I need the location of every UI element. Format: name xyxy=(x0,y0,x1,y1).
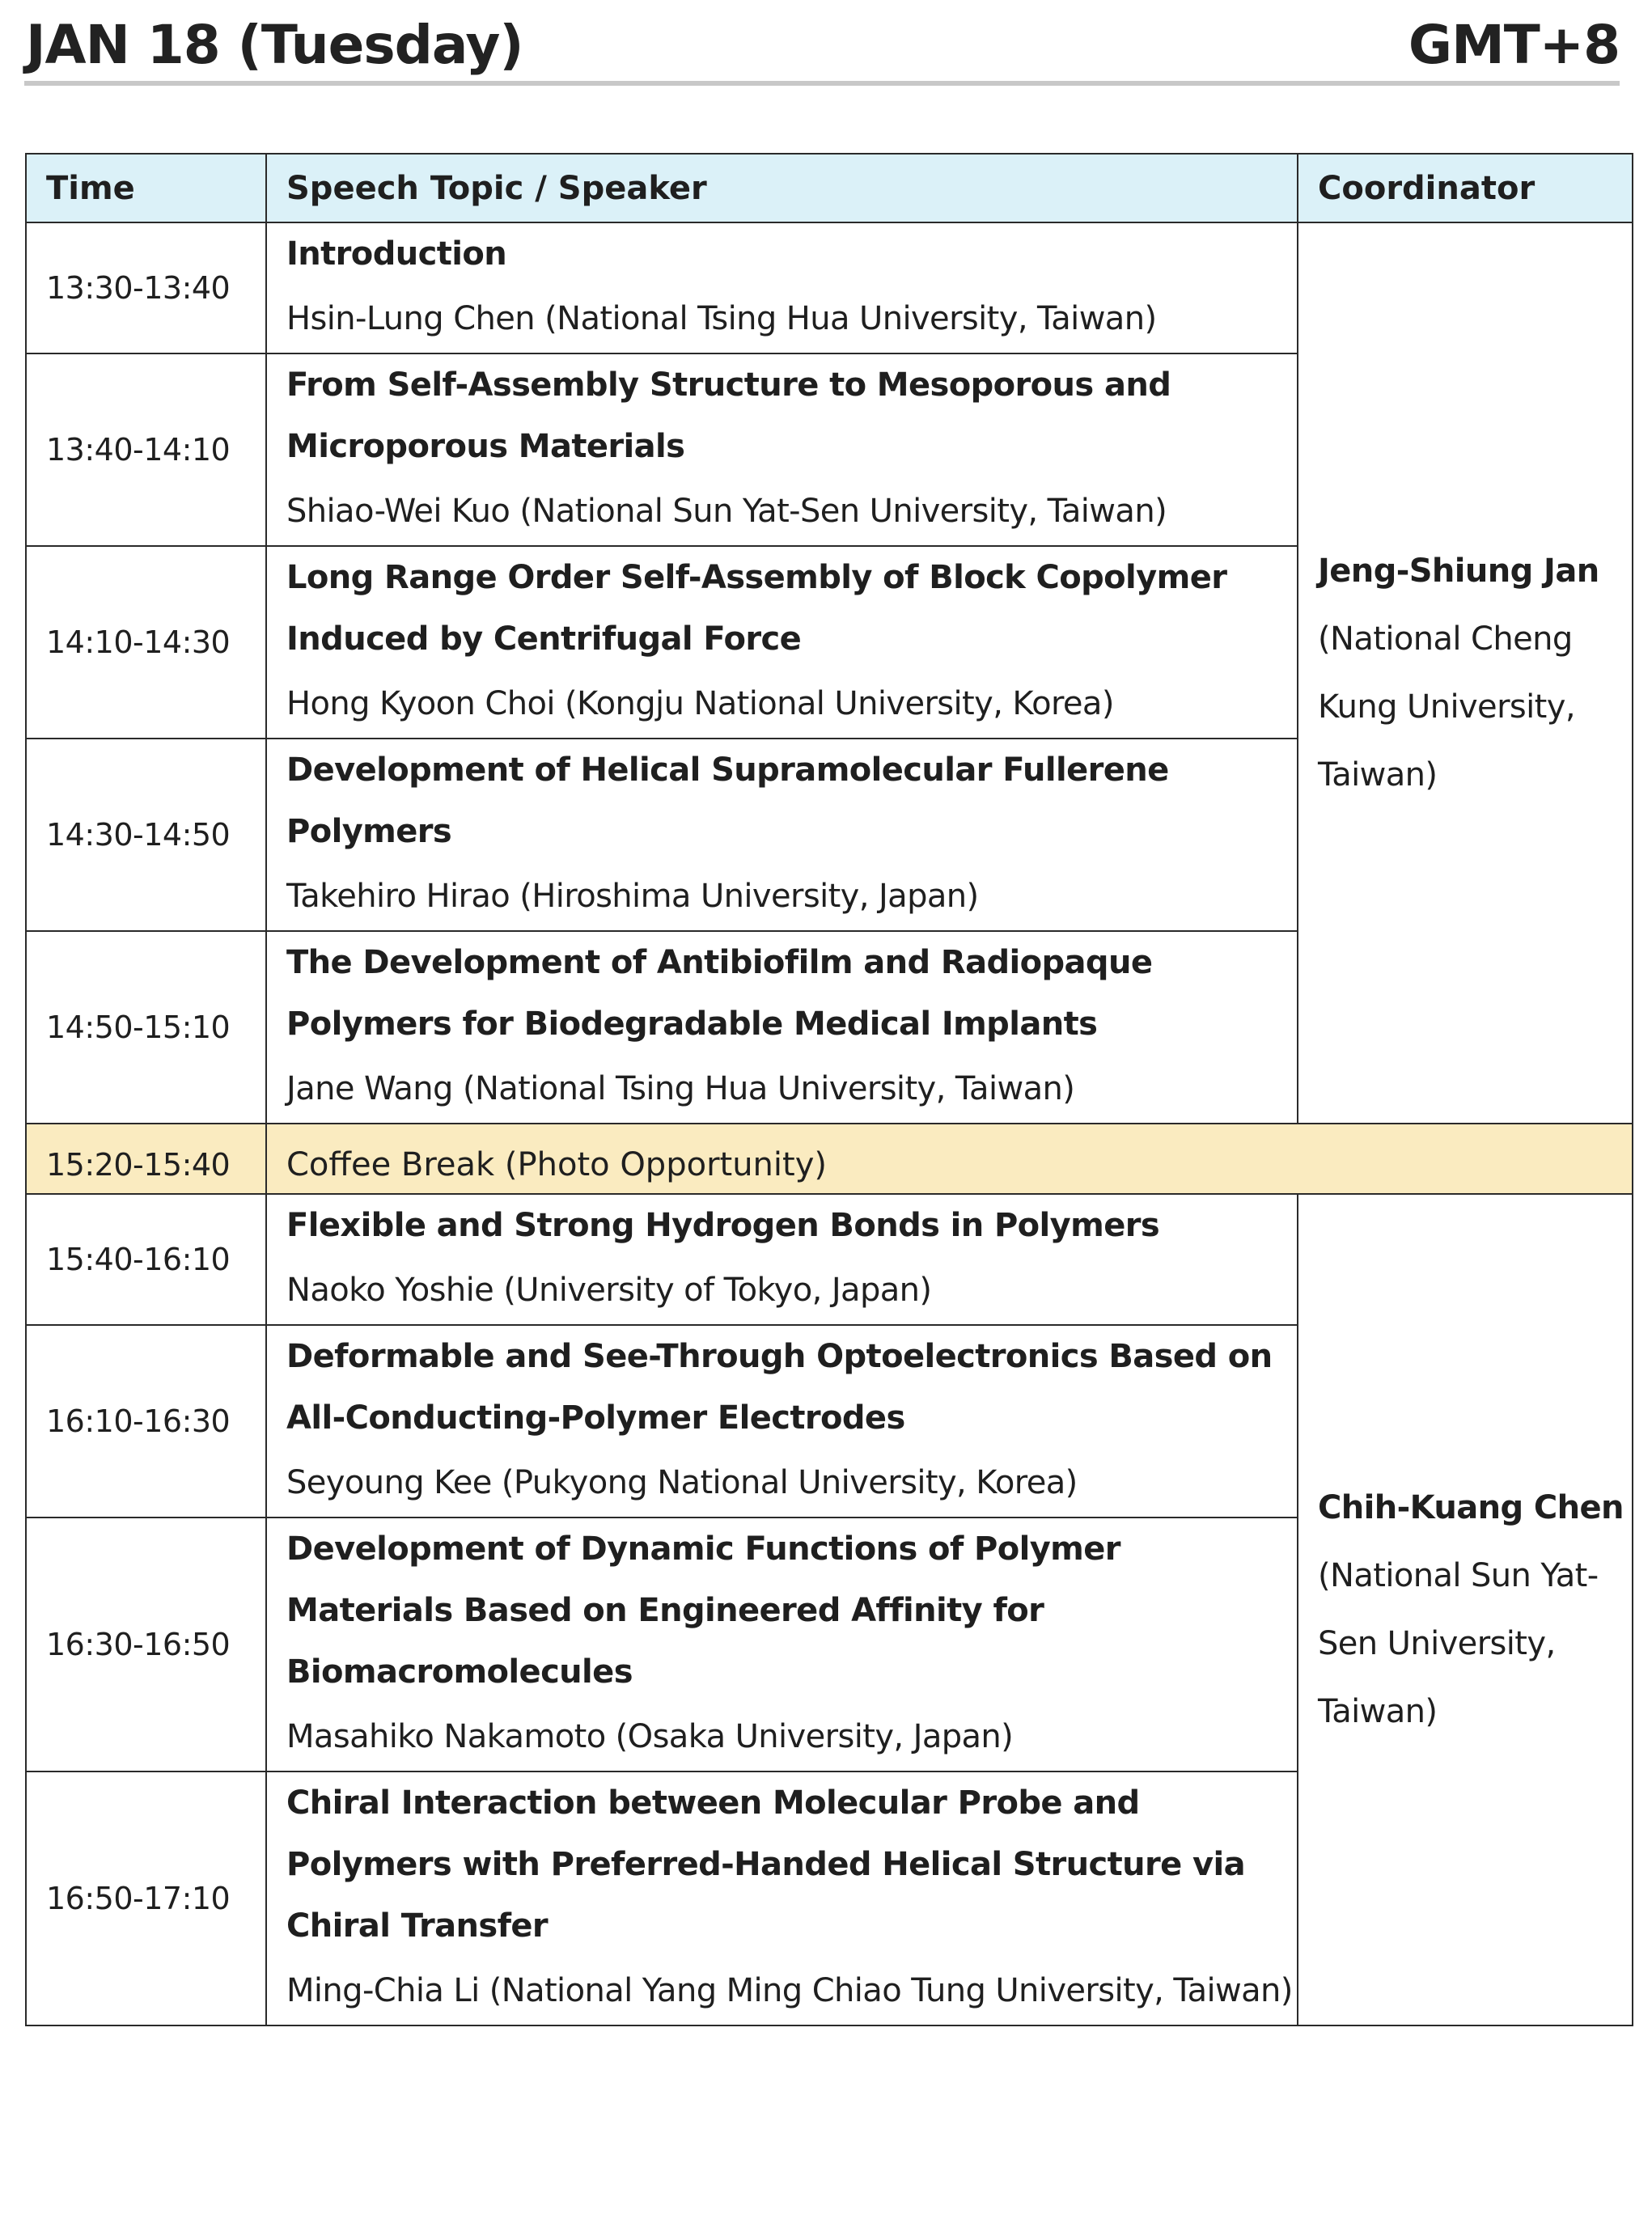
talk-title: Long Range Order Self-Assembly of Block Copolymer Induced by Centrifugal Force xyxy=(286,559,1227,658)
session-cell xyxy=(266,1194,1298,1325)
talk-title: Development of Helical Supramolecular Fullerene Polymers xyxy=(286,751,1169,850)
talk-title: The Development of Antibiofilm and Radiopaque Polymers for Biodegradable Medical Implants xyxy=(286,944,1153,1043)
table-row xyxy=(26,1194,1633,1325)
session-cell xyxy=(266,1325,1298,1518)
talk-title: Introduction xyxy=(286,235,507,273)
session-time: 14:50-15:10 xyxy=(26,931,266,1124)
talk-title: Development of Dynamic Functions of Polymer Materials Based on Engineered Affinity for Biomacromolecules xyxy=(286,1530,1120,1691)
talk-title: Flexible and Strong Hydrogen Bonds in Polymers xyxy=(286,1207,1160,1244)
session-time: 14:30-14:50 xyxy=(26,739,266,931)
talk-speaker: Ming-Chia Li (National Yang Ming Chiao Tung University, Taiwan) xyxy=(286,1972,1293,2009)
session-time: 16:10-16:30 xyxy=(26,1325,266,1518)
session-time: 15:40-16:10 xyxy=(26,1194,266,1325)
session-cell xyxy=(266,353,1298,546)
session-cell xyxy=(266,739,1298,931)
coordinator-name: Jeng-Shiung Jan xyxy=(1318,552,1599,590)
talk-title: From Self-Assembly Structure to Mesoporous and Microporous Materials xyxy=(286,366,1171,465)
column-header-topic: Speech Topic / Speaker xyxy=(266,154,1298,222)
talk-speaker: Jane Wang (National Tsing Hua University, Taiwan) xyxy=(286,1070,1075,1107)
session-cell xyxy=(266,931,1298,1124)
talk-speaker: Seyoung Kee (Pukyong National University, Korea) xyxy=(286,1464,1078,1501)
talk-speaker: Hsin-Lung Chen (National Tsing Hua University, Taiwan) xyxy=(286,300,1157,337)
talk-title: Chiral Interaction between Molecular Probe and Polymers with Preferred-Handed Helical Structure via Chiral Transfer xyxy=(286,1784,1245,1945)
table-header-row xyxy=(26,154,1633,222)
session-time: 13:30-13:40 xyxy=(26,222,266,353)
coordinator-cell xyxy=(1298,222,1633,1124)
session-cell xyxy=(266,222,1298,353)
page-header xyxy=(24,11,1620,86)
break-row xyxy=(26,1124,1633,1194)
session-time: 16:30-16:50 xyxy=(26,1518,266,1771)
page-title: JAN 18 (Tuesday) xyxy=(26,14,523,76)
talk-speaker: Shiao-Wei Kuo (National Sun Yat-Sen University, Taiwan) xyxy=(286,493,1167,530)
talk-speaker: Hong Kyoon Choi (Kongju National University, Korea) xyxy=(286,685,1114,722)
column-header-time: Time xyxy=(26,154,266,222)
break-label: Coffee Break (Photo Opportunity) xyxy=(266,1124,1633,1194)
timezone-label: GMT+8 xyxy=(1408,14,1620,76)
coordinator-cell xyxy=(1298,1194,1633,2025)
session-time: 16:50-17:10 xyxy=(26,1771,266,2025)
session-time: 13:40-14:10 xyxy=(26,353,266,546)
talk-speaker: Masahiko Nakamoto (Osaka University, Japan) xyxy=(286,1718,1014,1755)
session-cell xyxy=(266,1771,1298,2025)
schedule-table xyxy=(25,153,1633,2026)
talk-title: Deformable and See-Through Optoelectronics Based on All-Conducting-Polymer Electrodes xyxy=(286,1338,1273,1437)
session-time: 14:10-14:30 xyxy=(26,546,266,739)
coordinator-name: Chih-Kuang Chen xyxy=(1318,1489,1624,1526)
table-row xyxy=(26,222,1633,353)
coordinator-affiliation: (National Sun Yat-Sen University, Taiwan) xyxy=(1318,1557,1599,1730)
talk-speaker: Naoko Yoshie (University of Tokyo, Japan) xyxy=(286,1272,932,1309)
column-header-coordinator: Coordinator xyxy=(1298,154,1633,222)
session-cell xyxy=(266,1518,1298,1771)
talk-speaker: Takehiro Hirao (Hiroshima University, Japan) xyxy=(286,878,979,915)
break-time: 15:20-15:40 xyxy=(26,1124,266,1194)
session-cell xyxy=(266,546,1298,739)
coordinator-affiliation: (National Cheng Kung University, Taiwan) xyxy=(1318,620,1575,794)
